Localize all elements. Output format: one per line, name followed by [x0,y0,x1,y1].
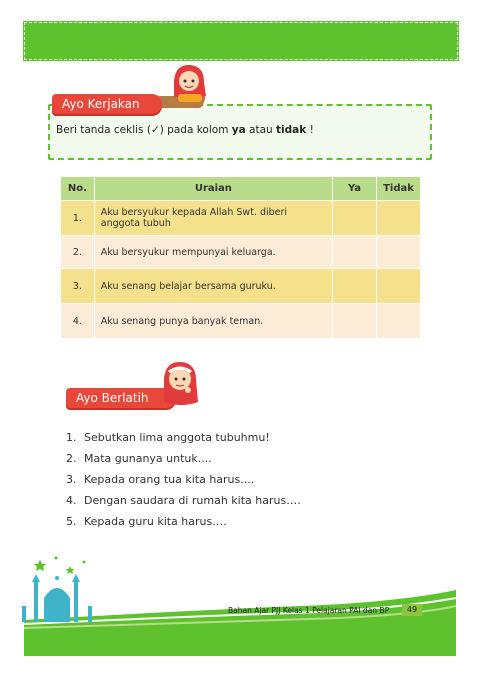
ya-cell[interactable] [333,304,377,339]
row-number: 1. [61,201,95,236]
row-statement: Aku senang belajar bersama guruku. [94,269,332,304]
item-text: Dengan saudara di rumah kita harus…. [84,494,301,507]
mosque-icon [22,574,92,622]
task-text-part: atau [245,124,277,136]
top-green-band [24,22,458,60]
item-text: Mata gunanya untuk.... [84,452,212,465]
item-text: Kepada orang tua kita harus.... [84,473,255,486]
item-number: 3. [66,473,77,486]
table-row [61,304,421,339]
item-text: Kepada guru kita harus…. [84,515,227,528]
item-text: Sebutkan lima anggota tubuhmu! [84,431,270,444]
item-number: 4. [66,494,77,507]
row-number: 2. [61,236,95,269]
exercise-list [66,430,301,535]
checklist-table [60,176,421,339]
table-row [61,201,421,236]
girl-writing-icon [168,62,212,106]
tidak-cell[interactable] [377,236,421,269]
task-text-part: Beri tanda ceklis ( [56,124,151,136]
row-statement: Aku senang punya banyak teman. [94,304,332,339]
task-instruction [56,124,314,136]
list-item [66,493,301,514]
ayo-berlatih-banner: Ayo Berlatih [66,388,176,408]
table-row [61,269,421,304]
task-text-part: ! [306,124,314,136]
row-number: 4. [61,304,95,339]
header-ya: Ya [333,177,377,201]
table-row [61,236,421,269]
row-statement: Aku bersyukur kepada Allah Swt. diberi anggota tubuh [94,201,332,236]
header-no: No. [61,177,95,201]
ya-cell[interactable] [333,236,377,269]
item-number: 5. [66,515,77,528]
page-number: 49 [402,604,422,616]
header-uraian: Uraian [94,177,332,201]
row-statement: Aku bersyukur mempunyai keluarga. [94,236,332,269]
task-ya-word: ya [231,124,246,136]
list-item [66,514,301,535]
task-tidak-word: tidak [276,124,307,136]
list-item [66,451,301,472]
row-number: 3. [61,269,95,304]
tidak-cell[interactable] [377,269,421,304]
list-item [66,430,301,451]
list-item [66,472,301,493]
header-tidak: Tidak [377,177,421,201]
girl-thinking-icon [158,358,204,408]
check-symbol: ✓ [150,124,160,136]
item-number: 2. [66,452,77,465]
task-text-part: ) pada kolom [159,124,232,136]
tidak-cell[interactable] [377,201,421,236]
ya-cell[interactable] [333,201,377,236]
item-number: 1. [66,431,77,444]
ya-cell[interactable] [333,269,377,304]
tidak-cell[interactable] [377,304,421,339]
footer-caption: Bahan Ajar PJJ Kelas 1 Pelajaran PAI dan BP [228,606,390,615]
ayo-kerjakan-banner: Ayo Kerjakan [52,94,162,114]
table-header-row [61,177,421,201]
